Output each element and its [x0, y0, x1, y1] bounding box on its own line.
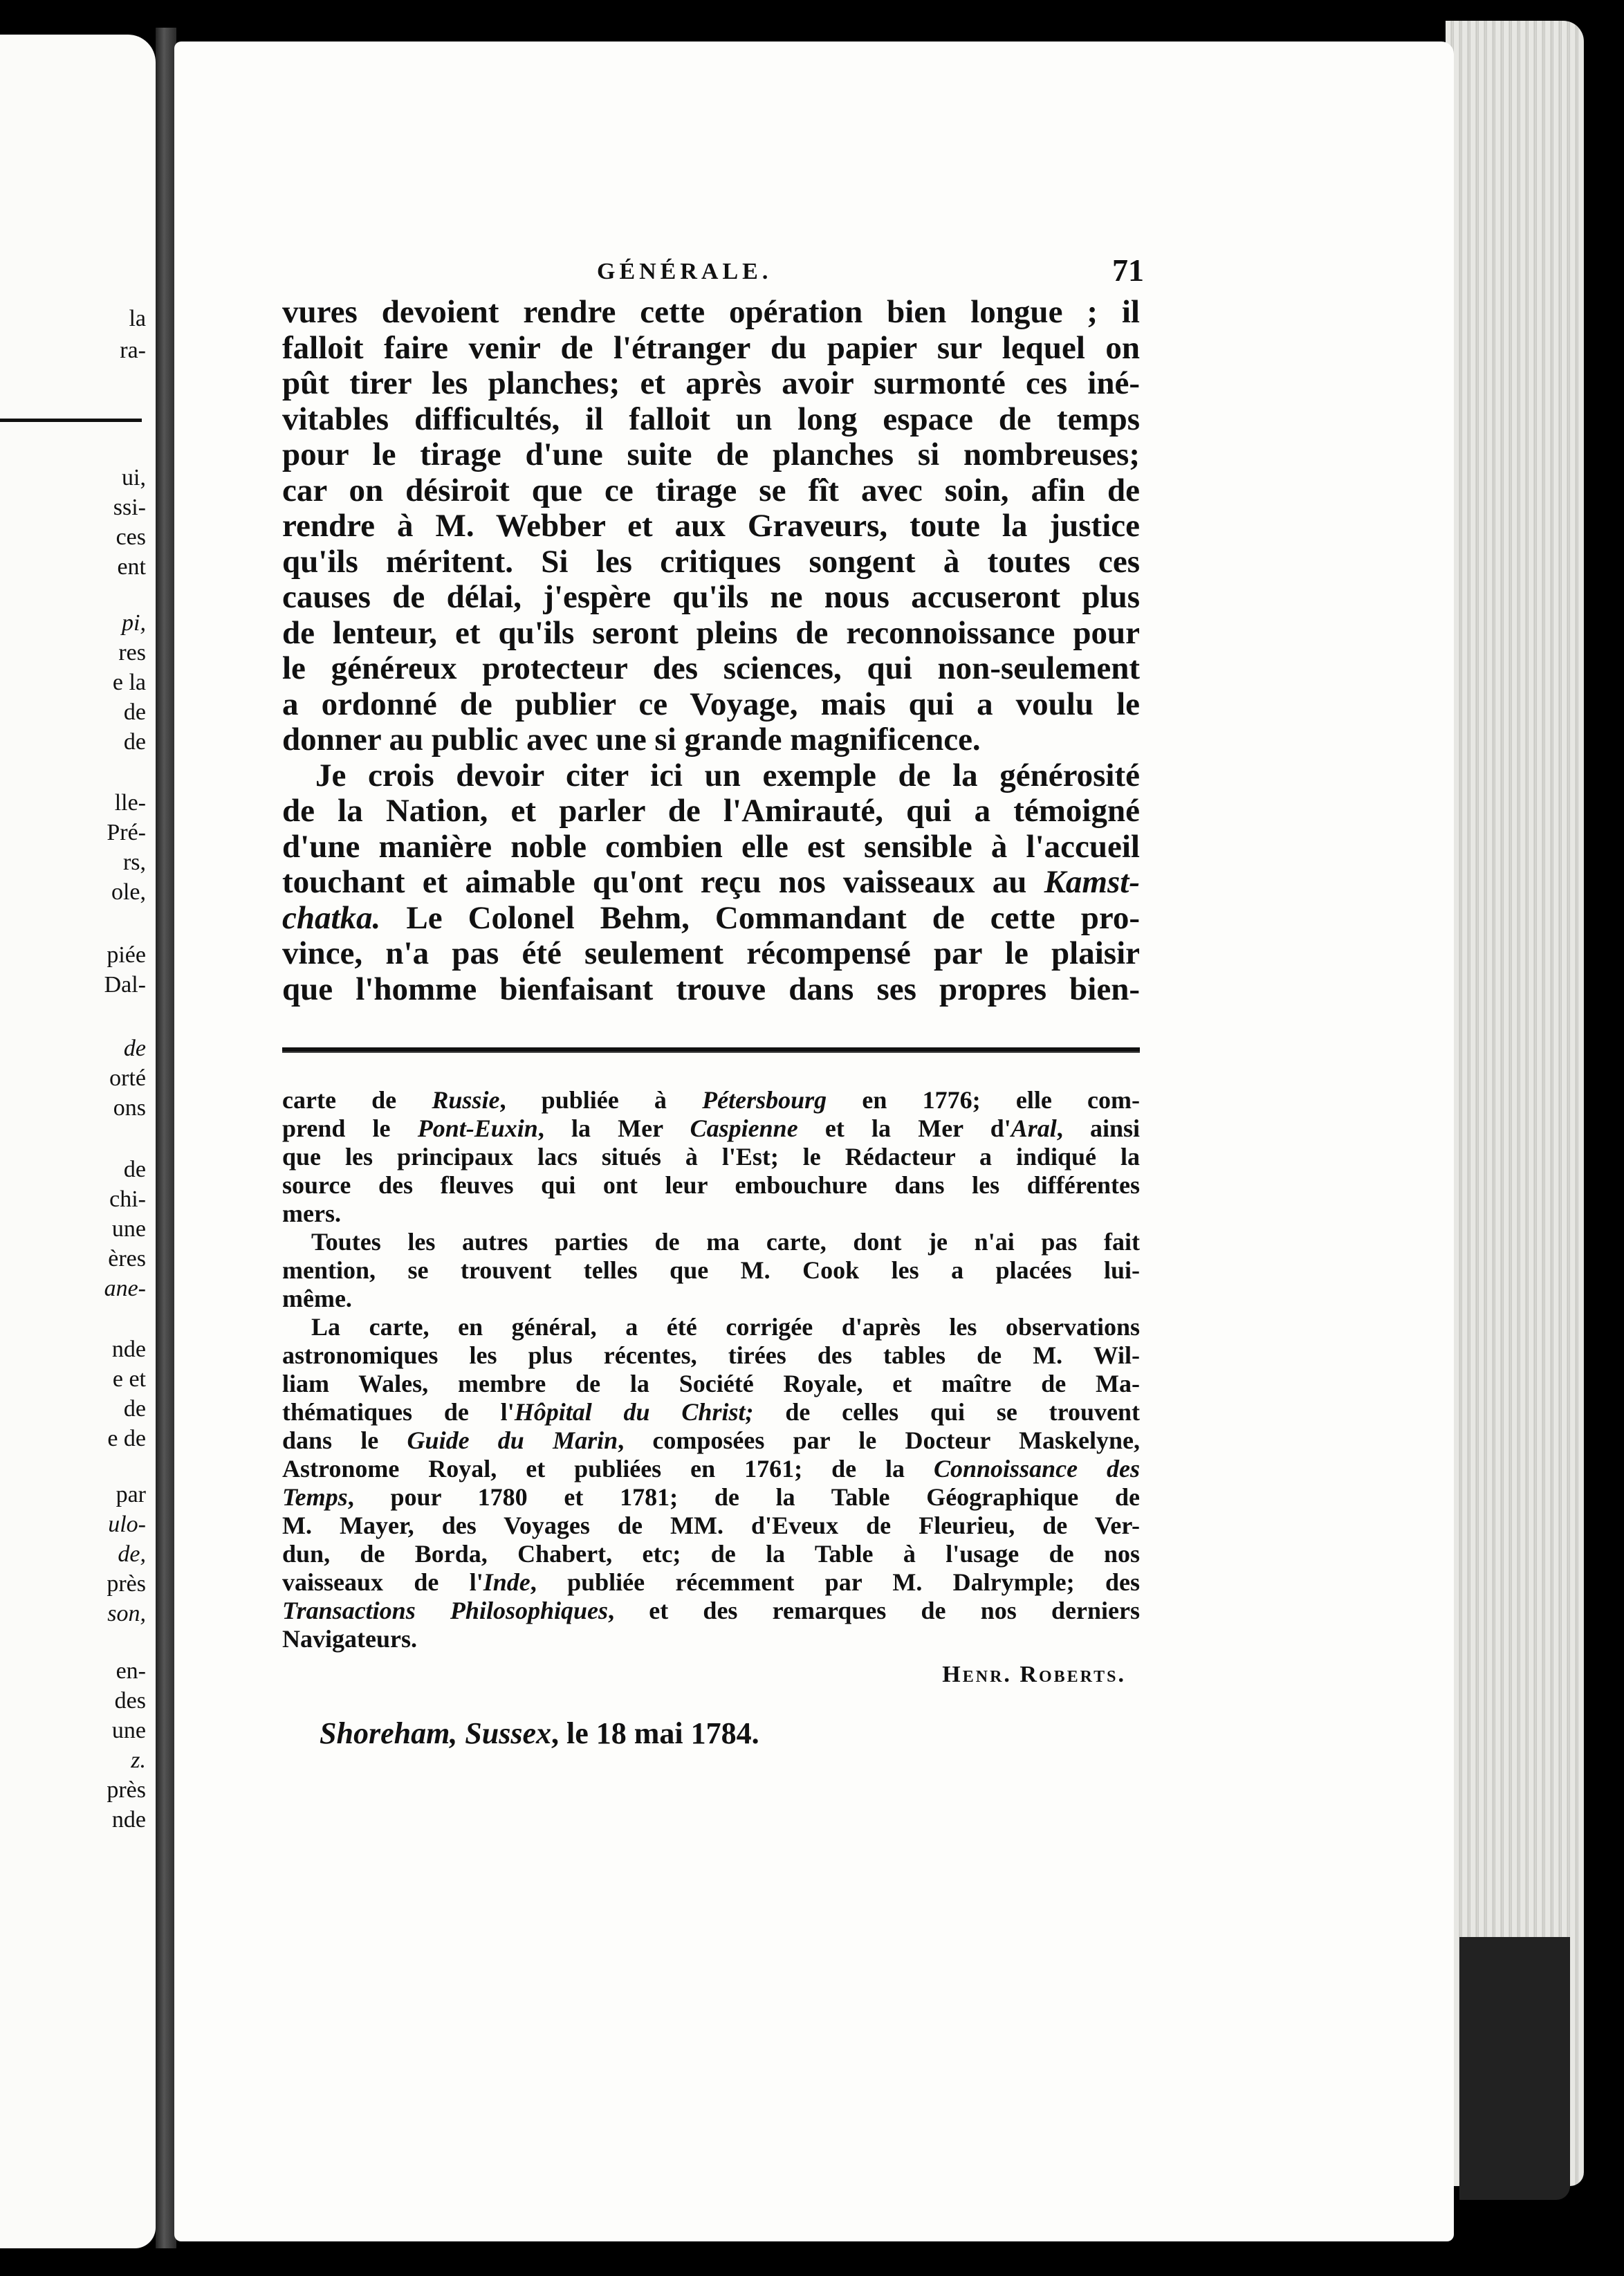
note-line — [282, 1483, 1140, 1512]
body-line: vince, n'a pas été seulement récompensé par le plaisir — [282, 935, 1140, 971]
page-edges-shadow — [1459, 1937, 1570, 2200]
left-fragment: nde — [111, 1807, 146, 1833]
left-fragment: piée — [107, 942, 146, 968]
note-italic: Pont-Euxin — [417, 1114, 538, 1142]
left-fragment: son, — [107, 1601, 146, 1626]
dateline-place: Shoreham, Sussex — [320, 1716, 552, 1750]
running-head-title: GÉNÉRALE. — [597, 259, 773, 284]
footnote-text — [282, 1086, 1140, 1653]
place-name: chatka. — [282, 899, 381, 936]
book-gutter — [156, 28, 176, 2248]
body-line: que l'homme bienfaisant trouve dans ses propres bien- — [282, 971, 1140, 1007]
note-line: mention, se trouvent telles que M. Cook les a placées lui- — [282, 1256, 1140, 1284]
note-line: La carte, en général, a été corrigée d'après les observations — [311, 1313, 1140, 1341]
body-line-part: touchant et aimable qu'ont reçu nos vaisseaux au — [282, 864, 1027, 900]
body-line: rendre à M. Webber et aux Graveurs, toute la justice — [282, 508, 1140, 544]
left-fragment: ent — [117, 554, 146, 580]
left-fragment: la — [129, 306, 146, 331]
left-fragment: res — [118, 640, 146, 666]
left-fragment: ons — [113, 1095, 146, 1121]
note-italic: Guide du Marin — [407, 1426, 618, 1454]
note-line: liam Wales, membre de la Société Royale, et maître de Ma- — [282, 1370, 1140, 1397]
left-fragment: de — [123, 1036, 146, 1061]
body-line: vures devoient rendre cette opération bien longue ; il — [282, 294, 1140, 330]
note-line: mers. — [282, 1200, 341, 1227]
note-part: de celles qui se trouvent — [753, 1398, 1140, 1426]
left-fragment: chi- — [109, 1186, 146, 1212]
running-head — [282, 249, 1144, 295]
note-italic: Transactions Philosophiques — [282, 1597, 608, 1624]
left-fragment: des — [114, 1688, 146, 1714]
left-fragment: ssi- — [113, 495, 146, 520]
left-fragment: une — [111, 1718, 146, 1743]
note-line: Toutes les autres parties de ma carte, dont je n'ai pas fait — [311, 1228, 1140, 1256]
note-part: dans le — [282, 1426, 407, 1454]
body-line — [282, 865, 1140, 901]
note-line: astronomiques les plus récentes, tirées des tables de M. Wil- — [282, 1341, 1140, 1369]
body-line: d'une manière noble combien elle est sensible à l'accueil — [282, 828, 1140, 865]
note-part: thématiques de l' — [282, 1398, 515, 1426]
body-line-part: Le Colonel Behm, Commandant de cette pro- — [406, 899, 1140, 936]
left-fragment: par — [116, 1482, 146, 1507]
left-fragment: une — [111, 1216, 146, 1242]
left-footnote-rule — [0, 419, 142, 422]
left-fragment: ole, — [111, 879, 146, 905]
dateline — [282, 1716, 1140, 1751]
note-part: , composées par le Docteur Maskelyne, — [618, 1426, 1140, 1454]
body-line: donner au public avec une si grande magnificence. — [282, 722, 981, 758]
note-line: M. Mayer, des Voyages de MM. d'Eveux de Fleurieu, de Ver- — [282, 1512, 1140, 1539]
body-line: pour le tirage d'une suite de planches si nombreuses; — [282, 437, 1140, 472]
body-line: pût tirer les planches; et après avoir surmonté ces iné- — [282, 365, 1140, 401]
note-italic: Temps — [282, 1483, 348, 1511]
note-italic: Caspienne — [690, 1114, 798, 1142]
left-fragment: ulo- — [108, 1512, 146, 1537]
note-line — [282, 1398, 1140, 1426]
note-line: source des fleuves qui ont leur embouchure dans les différentes — [282, 1171, 1140, 1199]
body-line: a ordonné de publier ce Voyage, mais qui a voulu le — [282, 686, 1140, 722]
body-line: qu'ils méritent. Si les critiques songent à toutes ces — [282, 543, 1140, 580]
left-fragment: ces — [116, 524, 146, 550]
note-part: , publiée à — [499, 1086, 703, 1114]
left-fragment: de, — [118, 1541, 146, 1567]
note-part: prend le — [282, 1114, 418, 1142]
body-line: Je crois devoir citer ici un exemple de la générosité — [315, 757, 1140, 793]
note-line: même. — [282, 1285, 352, 1312]
left-fragment: ères — [108, 1246, 146, 1272]
body-line: de la Nation, et parler de l'Amirauté, qui a témoigné — [282, 793, 1140, 829]
footnote-rule-thin — [282, 1052, 1140, 1053]
note-italic: Connoissance des — [934, 1455, 1141, 1483]
left-fragment: e et — [112, 1366, 146, 1392]
left-fragment: ane- — [104, 1276, 146, 1301]
note-part: , et des remarques de nos derniers — [608, 1597, 1140, 1624]
note-line — [282, 1086, 1140, 1114]
left-fragment: de — [123, 1157, 146, 1182]
note-line — [282, 1597, 1140, 1625]
left-fragment: près — [107, 1571, 146, 1597]
note-part: en 1776; elle com- — [827, 1086, 1140, 1114]
page-text — [282, 249, 1144, 1751]
left-fragment: nde — [111, 1337, 146, 1362]
body-text — [282, 295, 1140, 1007]
body-line: de lenteur, et qu'ils seront pleins de reconnoissance pour — [282, 614, 1140, 651]
body-line: car on désiroit que ce tirage se fît avec soin, afin de — [282, 472, 1140, 508]
left-fragment: z. — [131, 1747, 146, 1773]
body-line — [282, 901, 1140, 937]
body-line: falloit faire venir de l'étranger du papier sur lequel on — [282, 329, 1140, 366]
left-fragment: orté — [109, 1065, 146, 1091]
note-line — [282, 1114, 1140, 1143]
body-line: causes de délai, j'espère qu'ils ne nous accuseront plus — [282, 579, 1140, 615]
note-part: , la Mer — [537, 1114, 690, 1142]
note-line: que les principaux lacs situés à l'Est; le Rédacteur a indiqué la — [282, 1143, 1140, 1171]
note-italic: Hôpital du Christ; — [514, 1398, 754, 1426]
note-part: , ainsi — [1056, 1114, 1140, 1142]
note-part: vaisseaux de l' — [282, 1568, 483, 1596]
left-fragment: e de — [107, 1426, 146, 1451]
body-line: vitables difficultés, il falloit un long espace de temps — [282, 401, 1140, 437]
left-fragment: en- — [116, 1658, 146, 1684]
note-line — [282, 1568, 1140, 1597]
note-line — [282, 1455, 1140, 1483]
left-fragment: rs, — [122, 850, 146, 875]
dateline-date: , le 18 mai 1784. — [551, 1716, 759, 1750]
left-fragment: ra- — [120, 338, 146, 363]
left-fragment: e la — [112, 670, 146, 695]
note-line — [282, 1426, 1140, 1455]
place-name: Kamst- — [1044, 864, 1140, 900]
note-part: , pour 1780 et 1781; de la Table Géographique de — [347, 1483, 1140, 1511]
note-part: carte de — [282, 1086, 432, 1114]
note-part: Astronome Royal, et publiées en 1761; de la — [282, 1455, 934, 1483]
left-fragment: Dal- — [104, 972, 146, 998]
note-line: Navigateurs. — [282, 1625, 417, 1653]
note-italic: Aral — [1011, 1114, 1057, 1142]
signature: Henr. Roberts. — [942, 1662, 1126, 1687]
left-fragment: Pré- — [107, 820, 146, 845]
page-edges — [1446, 21, 1584, 2186]
left-fragment: lle- — [114, 790, 146, 816]
left-fragment: de — [123, 1396, 146, 1422]
left-fragment: pi, — [122, 610, 146, 636]
body-line: le généreux protecteur des sciences, qui non-seulement — [282, 650, 1140, 686]
note-italic: Pétersbourg — [702, 1086, 827, 1114]
left-fragment: ui, — [122, 465, 146, 490]
note-part: , publiée récemment par M. Dalrymple; des — [530, 1568, 1140, 1596]
page-number: 71 — [1112, 253, 1144, 288]
note-italic: Inde — [483, 1568, 530, 1596]
facing-page-fragment — [0, 35, 156, 2248]
left-fragment: près — [107, 1777, 146, 1803]
left-fragment: de — [123, 729, 146, 755]
note-part: et la Mer d' — [797, 1114, 1011, 1142]
note-italic: Russie — [432, 1086, 500, 1114]
left-fragment: de — [123, 699, 146, 725]
note-line: dun, de Borda, Chabert, etc; de la Table à l'usage de nos — [282, 1540, 1140, 1568]
